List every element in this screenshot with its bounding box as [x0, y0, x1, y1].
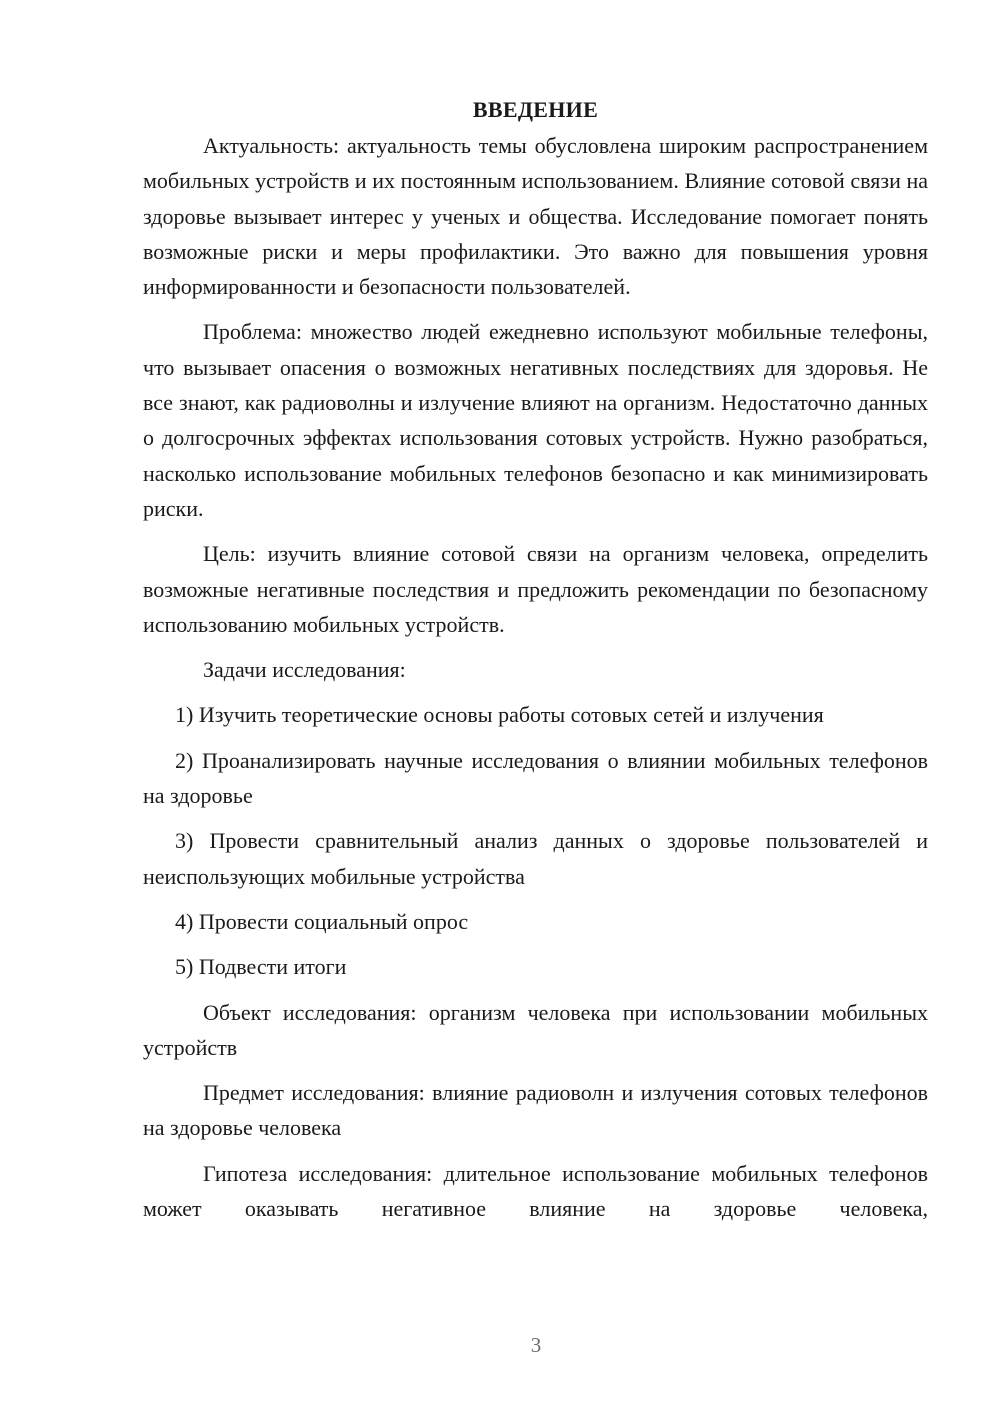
- list-item: 4) Провести социальный опрос: [175, 908, 469, 934]
- list-item: 5) Подвести итоги: [175, 954, 347, 980]
- problem-paragraph: Проблема: множество людей ежедневно используют мобильные телефоны, что вызывает опасения о возможных негативных последствиях для здоровья. Не все знают, как радиоволны и излучение влияют на организм. Недостаточно данных о долгосрочных эффектах использования сотовых устройств. Нужно разобраться, насколько использование мобильных телефонов безопасно и как минимизировать риски.: [143, 319, 928, 521]
- hypothesis-paragraph: Гипотеза исследования: длительное использование мобильных телефонов может оказывать негативное влияние на здоровье человека,: [143, 1160, 928, 1222]
- goal-paragraph: Цель: изучить влияние сотовой связи на организм человека, определить возможные негативные последствия и предложить рекомендации по безопасному использованию мобильных устройств.: [143, 541, 928, 637]
- list-item: 3) Провести сравнительный анализ данных о здоровье пользователей и неиспользующих мобильные устройства: [143, 828, 928, 889]
- list-item: 2) Проанализировать научные исследования о влиянии мобильных телефонов на здоровье: [143, 747, 928, 809]
- subject-paragraph: Предмет исследования: влияние радиоволн и излучения сотовых телефонов на здоровье человека: [143, 1080, 928, 1141]
- section-heading: ВВЕДЕНИЕ: [472, 97, 599, 122]
- document-page: [143, 92, 928, 1226]
- relevance-paragraph: Актуальность: актуальность темы обусловлена широким распространением мобильных устройств и их постоянным использованием. Влияние сотовой связи на здоровье вызывает интерес у ученых и общества. Исследование помогает понять возможные риски и меры профилактики. Это важно для повышения уровня информированности и безопасности пользователей.: [143, 133, 928, 300]
- tasks-title: Задачи исследования:: [203, 657, 406, 683]
- object-paragraph: Объект исследования: организм человека при использовании мобильных устройств: [143, 999, 928, 1060]
- page-number: 3: [530, 1333, 542, 1357]
- list-item: 1) Изучить теоретические основы работы сотовых сетей и излучения: [175, 702, 824, 728]
- tasks-list: [143, 697, 928, 984]
